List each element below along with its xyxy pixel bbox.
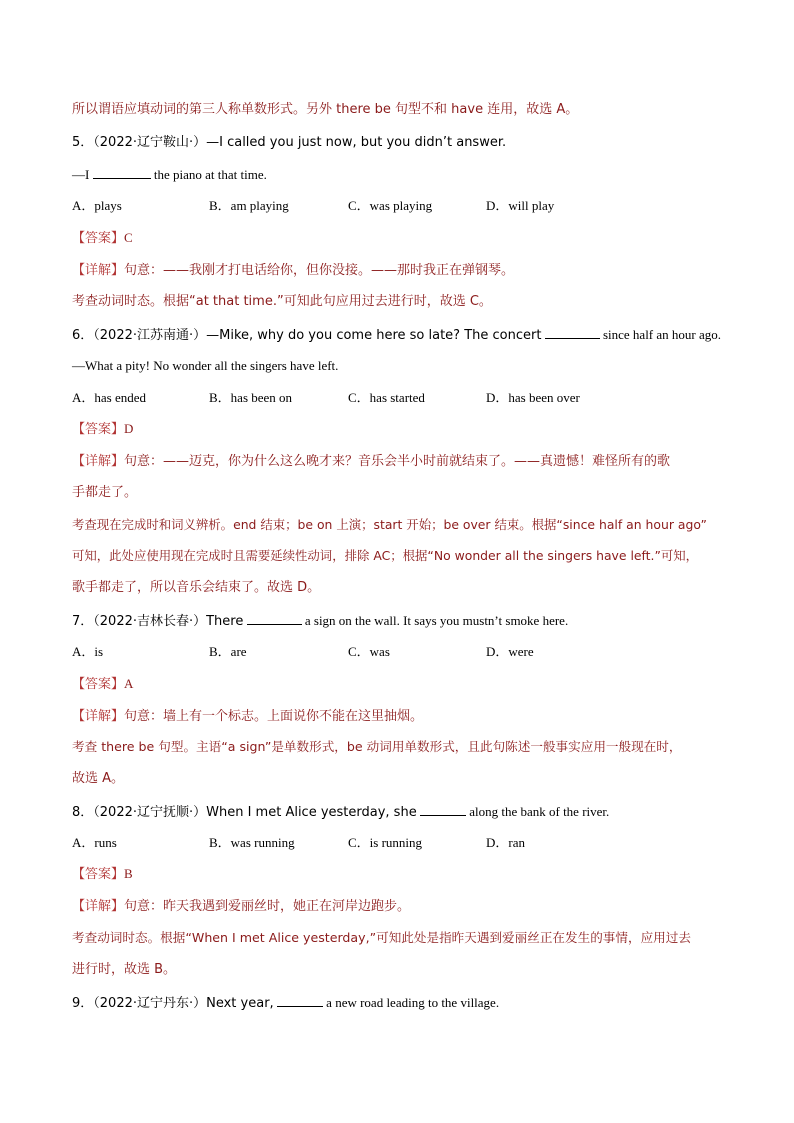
explanation-line: 考查 there be 句型。主语“a sign”是单数形式，be 动词用单数形式，且此句陈述一般事实应用一般现在时， xyxy=(72,739,682,754)
question-text: since half an hour ago. xyxy=(602,327,722,342)
answer-line xyxy=(72,230,133,247)
option-a: A．has ended xyxy=(72,390,147,405)
option-d: D．were xyxy=(486,644,534,659)
option-c: C．was playing xyxy=(348,198,433,213)
question-7-stem xyxy=(72,612,568,630)
explanation-tag: 【详解】 xyxy=(72,709,125,724)
explanation-text: 句意：墙上有一个标志。上面说你不能在这里抽烟。 xyxy=(124,709,424,724)
option-c: C．has started xyxy=(348,390,425,405)
option-b: B．are xyxy=(209,644,247,659)
explanation-line: 可知，此处应使用现在完成时且需要延续性动词，排除 AC；根据“No wonder all the singers have left.”可知， xyxy=(72,548,699,563)
option-b: B．has been on xyxy=(209,390,293,405)
explanation-tag: 【详解】 xyxy=(72,899,125,914)
explanation-line xyxy=(72,453,670,470)
answer-tag: 【答案】 xyxy=(72,677,125,692)
explanation-text: 句意：——我刚才打电话给你，但你没接。——那时我正在弹钢琴。 xyxy=(124,263,515,278)
answer-blank xyxy=(420,803,466,816)
explanation-line xyxy=(72,262,514,279)
explanation-tag: 【详解】 xyxy=(72,454,125,469)
question-text: a sign on the wall. It says you mustn’t smoke here. xyxy=(304,613,569,628)
question-9-stem xyxy=(72,994,499,1012)
question-text: —I xyxy=(72,167,90,182)
question-text: a new road leading to the village. xyxy=(326,995,500,1010)
explanation-text: 句意：——迈克，你为什么这么晚才来？音乐会半小时前就结束了。——真遗憾！难怪所有的歌 xyxy=(124,454,671,469)
answer-value: A xyxy=(124,676,134,691)
explanation-line: 考查动词时态。根据“When I met Alice yesterday,”可知此处是指昨天遇到爱丽丝正在发生的事情，应用过去 xyxy=(72,930,691,945)
option-d: D．has been over xyxy=(486,390,580,405)
answer-line xyxy=(72,421,133,438)
answer-tag: 【答案】 xyxy=(72,231,125,246)
answer-value: D xyxy=(124,421,134,436)
explanation-line: 故选 A。 xyxy=(72,771,125,786)
explanation-text: 句意：昨天我遇到爱丽丝时，她正在河岸边跑步。 xyxy=(124,899,411,914)
answer-value: B xyxy=(124,866,133,881)
explanation-tag: 【详解】 xyxy=(72,263,125,278)
option-b: B．was running xyxy=(209,835,295,850)
option-d: D．will play xyxy=(486,198,555,213)
explanation-line: 考查现在完成时和词义辨析。end 结束；be on 上演；start 开始；be over 结束。根据“since half an hour ago” xyxy=(72,517,707,532)
option-a: A．is xyxy=(72,644,104,659)
answer-blank xyxy=(545,326,600,339)
answer-value: C xyxy=(124,230,133,245)
answer-tag: 【答案】 xyxy=(72,867,125,882)
explanation-line: 手都走了。 xyxy=(72,485,138,500)
question-text: 6．（2022·江苏南通·）—Mike, why do you come here so late? The concert xyxy=(72,328,542,343)
question-8-stem xyxy=(72,803,609,821)
answer-blank xyxy=(277,994,323,1007)
question-text: 5．（2022·辽宁鞍山·）—I called you just now, but you didn’t answer. xyxy=(72,135,507,150)
question-5-stem xyxy=(72,134,506,151)
answer-line xyxy=(72,676,133,693)
explanation-line xyxy=(72,708,423,725)
option-b: B．am playing xyxy=(209,198,289,213)
explanation-line: 歌手都走了，所以音乐会结束了。故选 D。 xyxy=(72,580,321,595)
question-text: 8．（2022·辽宁抚顺·）When I met Alice yesterday, she xyxy=(72,805,417,820)
question-text: along the bank of the river. xyxy=(469,804,610,819)
option-c: C．was xyxy=(348,644,390,659)
question-5-reply xyxy=(72,166,267,183)
question-text: the piano at that time. xyxy=(153,167,267,182)
explanation-line: 所以谓语应填动词的第三人称单数形式。另外 there be 句型不和 have 连用，故选 A。 xyxy=(72,102,579,117)
option-c: C．is running xyxy=(348,835,423,850)
question-6-stem xyxy=(72,326,721,344)
explanation-line: 进行时，故选 B。 xyxy=(72,962,177,977)
explanation-line: 考查动词时态。根据“at that time.”可知此句应用过去进行时，故选 C。 xyxy=(72,294,492,309)
question-text: 9．（2022·辽宁丹东·）Next year, xyxy=(72,996,274,1011)
answer-blank xyxy=(247,612,302,625)
question-text: 7．（2022·吉林长春·）There xyxy=(72,614,244,629)
answer-tag: 【答案】 xyxy=(72,422,125,437)
option-a: A．runs xyxy=(72,835,117,850)
option-a: A．plays xyxy=(72,198,122,213)
question-6-reply: —What a pity! No wonder all the singers have left. xyxy=(72,358,339,373)
answer-blank xyxy=(93,166,151,179)
explanation-line xyxy=(72,898,410,915)
option-d: D．ran xyxy=(486,835,525,850)
answer-line xyxy=(72,866,133,883)
